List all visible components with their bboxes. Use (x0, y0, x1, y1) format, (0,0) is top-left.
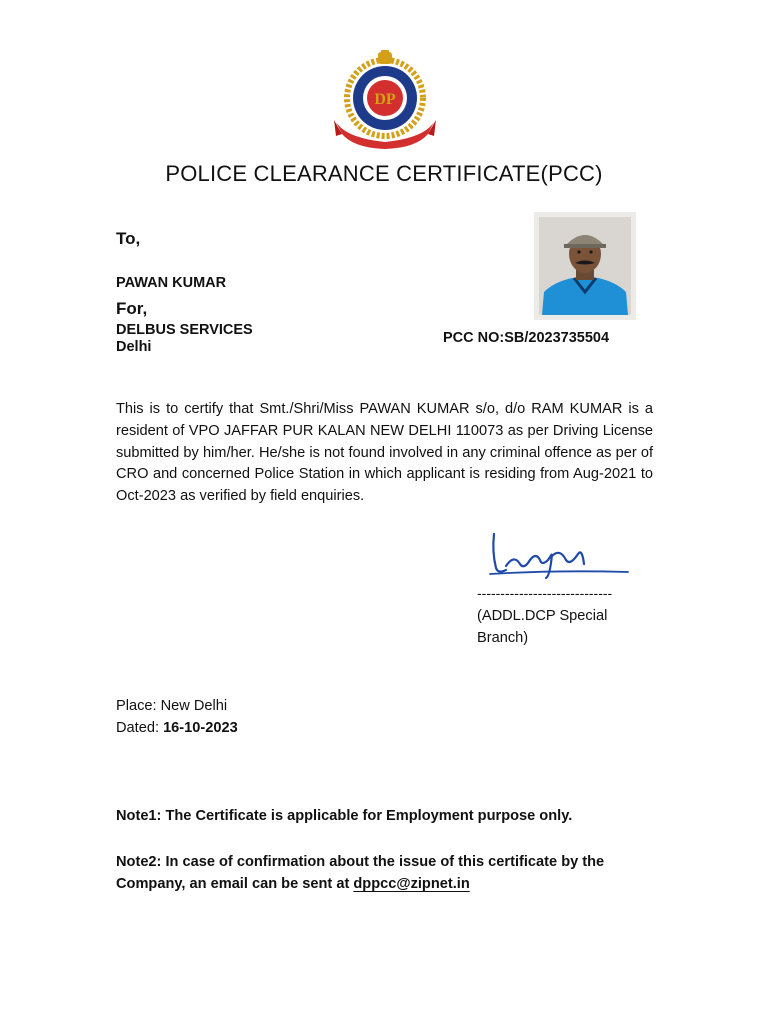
dated-line (116, 720, 238, 736)
recipient-name: PAWAN KUMAR (116, 275, 227, 291)
note-2-text: Note2: In case of confirmation about the issue of this certificate by the Company, an email can be sent at (116, 854, 605, 892)
signatory-title: (ADDL.DCP Special Branch) (477, 608, 608, 646)
signature-image (486, 530, 636, 580)
pcc-number: PCC NO:SB/2023735504 (443, 330, 610, 346)
note-1: Note1: The Certificate is applicable for Employment purpose only. (116, 808, 573, 824)
for-label: For, (116, 299, 148, 318)
certificate-body: This is to certify that Smt./Shri/Miss PAWAN KUMAR s/o, d/o RAM KUMAR is a resident of VPO JAFFAR PUR KALAN NEW DELHI 110073 as per Driving License submitted by him/her. He/she is not found involved in any criminal offence as per of CRO and concerned Police Station in which applicant is residing from Aug-2021 to Oct-2023 as verified by field enquiries. (116, 401, 653, 505)
place-line: Place: New Delhi (116, 698, 228, 714)
delhi-police-emblem-icon (332, 50, 438, 150)
dated-value: 16-10-2023 (163, 720, 238, 736)
svg-text:DP: DP (374, 91, 396, 108)
dated-label: Dated: (116, 720, 164, 736)
signature-line: ----------------------------- (477, 585, 613, 601)
organization-name: DELBUS SERVICES (116, 322, 253, 338)
applicant-photo (534, 212, 636, 320)
organization-city: Delhi (116, 339, 152, 355)
page-title: POLICE CLEARANCE CERTIFICATE(PCC) (165, 161, 603, 186)
to-label: To, (116, 229, 141, 248)
email-link[interactable]: dppcc@zipnet.in (353, 876, 470, 892)
note-2 (116, 851, 656, 895)
recipient-organization (116, 322, 253, 356)
